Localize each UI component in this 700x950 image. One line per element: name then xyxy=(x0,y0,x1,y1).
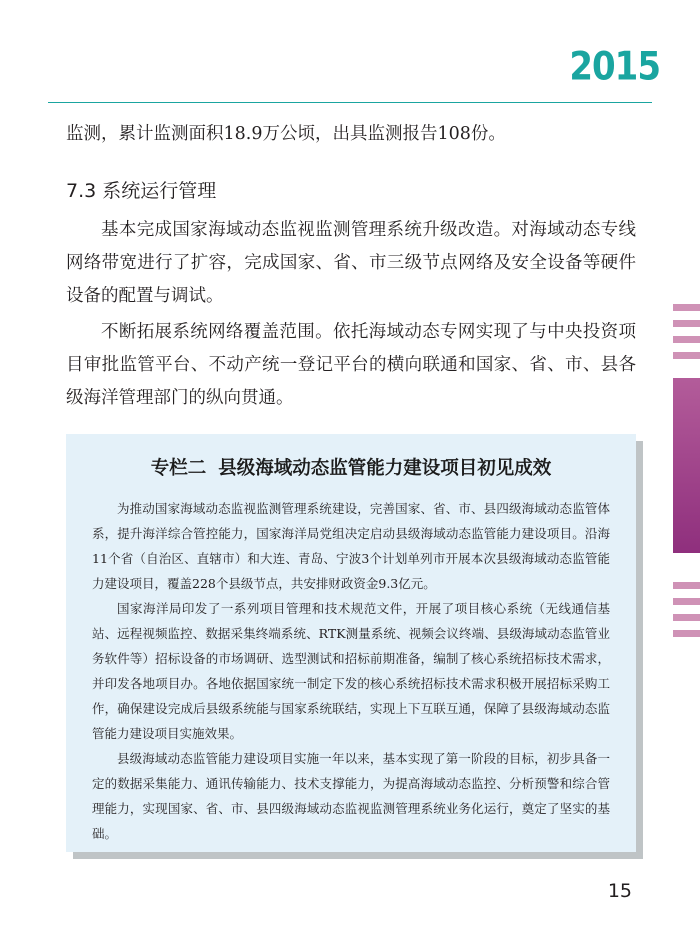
sidebar-box-paragraph: 县级海域动态监管能力建设项目实施一年以来，基本实现了第一阶段的目标，初步具备一定的数据采集能力、通讯传输能力、技术支撑能力，为提高海域动态监控、分析预警和综合管理能力，实现国家、省、市、县四级海域动态监视监测管理系统业务化运行，奠定了坚实的基础。 xyxy=(92,751,610,841)
page-number: 15 xyxy=(607,880,632,902)
header-rule xyxy=(48,102,652,103)
sidebar-box-title-lead: 专栏二 xyxy=(150,458,207,479)
section-heading: 7.3 系统运行管理 xyxy=(66,180,217,202)
paragraph-text: 基本完成国家海域动态监视监测管理系统升级改造。对海域动态专线网络带宽进行了扩容，完成国家、省、市三级节点网络及安全设备等硬件设备的配置与调试。 xyxy=(66,220,636,306)
continuation-text: 监测，累计监测面积18.9万公顷，出具监测报告108份。 xyxy=(66,124,506,144)
side-stripe xyxy=(673,630,700,637)
side-stripe xyxy=(673,304,700,311)
side-stripe xyxy=(673,598,700,605)
sidebar-box-title xyxy=(92,454,610,480)
side-stripe xyxy=(673,336,700,343)
side-stripe xyxy=(673,582,700,589)
side-stripe xyxy=(673,320,700,327)
sidebar-box-title-text: 县级海域动态监管能力建设项目初见成效 xyxy=(218,458,552,479)
sidebar-box xyxy=(66,434,636,852)
side-stripe xyxy=(673,352,700,359)
side-stripe xyxy=(673,614,700,621)
side-tab-bar xyxy=(673,378,700,553)
sidebar-box-paragraph: 国家海洋局印发了一系列项目管理和技术规范文件，开展了项目核心系统（无线通信基站、远程视频监控、数据采集终端系统、RTK测量系统、视频会议终端、县级海域动态监管业务软件等）招标设备的市场调研、选型测试和招标前期准备，编制了核心系统招标技术需求，并印发各地项目办。各地依据国家统一制定下发的核心系统招标技术需求积极开展招标采购工作，确保建设完成后县级系统能与国家系统联结，实现上下互联互通，保障了县级海域动态监管能力建设项目实施效果。 xyxy=(92,601,610,741)
section-paragraph-2 xyxy=(66,316,636,415)
sidebar-box-paragraph: 为推动国家海域动态监视监测管理系统建设，完善国家、省、市、县四级海域动态监管体系，提升海洋综合管控能力，国家海洋局党组决定启动县级海域动态监管能力建设项目。沿海11个省（自治区、直辖市）和大连、青岛、宁波3个计划单列市开展本次县级海域动态监管能力建设项目，覆盖228个县级节点，共安排财政资金9.3亿元。 xyxy=(92,501,610,591)
year-label: 2015 xyxy=(569,44,660,90)
section-paragraph-1 xyxy=(66,214,636,313)
paragraph-text: 不断拓展系统网络覆盖范围。依托海域动态专网实现了与中央投资项目审批监管平台、不动产统一登记平台的横向联通和国家、省、市、县各级海洋管理部门的纵向贯通。 xyxy=(66,322,636,408)
